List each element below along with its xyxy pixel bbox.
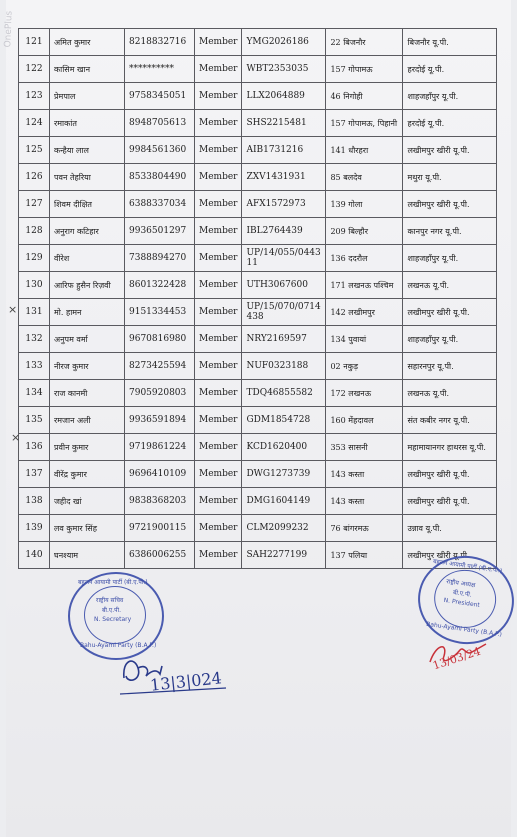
secretary-stamp: बहुजन आयामी पार्टी (बी.ए.पी.) राष्ट्रीय सचिव बी.ए.पी. N. Secretary Bahu-Ayami Party (B.A.P.) <box>68 572 164 660</box>
district-cell: उन्नाव यू.पी. <box>403 515 497 542</box>
member-name-cell: अनुराग कटिहार <box>50 218 125 245</box>
member-name-cell: कन्हैया लाल <box>50 137 125 164</box>
serial-number-cell: 131 <box>19 299 50 326</box>
table-row <box>19 380 497 407</box>
mobile-number-cell: 8533804490 <box>125 164 195 191</box>
mobile-number-cell: 9838368203 <box>125 488 195 515</box>
role-cell: Member <box>195 164 242 191</box>
member-name-cell: अमित कुमार <box>50 29 125 56</box>
voter-id-cell: AFX1572973 <box>242 191 326 218</box>
serial-number-cell: 138 <box>19 488 50 515</box>
district-cell: लखनऊ यू.पी. <box>403 380 497 407</box>
constituency-cell: 137 पलिया <box>326 542 403 569</box>
table-row <box>19 488 497 515</box>
district-cell: मथुरा यू.पी. <box>403 164 497 191</box>
role-cell: Member <box>195 191 242 218</box>
voter-id-cell: AIB1731216 <box>242 137 326 164</box>
role-cell: Member <box>195 218 242 245</box>
member-name-cell: रमाकांत <box>50 110 125 137</box>
role-cell: Member <box>195 380 242 407</box>
margin-tick-mark: × <box>8 303 18 316</box>
constituency-cell: 143 कस्ता <box>326 461 403 488</box>
serial-number-cell: 140 <box>19 542 50 569</box>
mobile-number-cell: 9719861224 <box>125 434 195 461</box>
serial-number-cell: 137 <box>19 461 50 488</box>
table-row <box>19 353 497 380</box>
serial-number-cell: 122 <box>19 56 50 83</box>
district-cell: कानपुर नगर यू.पी. <box>403 218 497 245</box>
role-cell: Member <box>195 542 242 569</box>
member-name-cell: लव कुमार सिंह <box>50 515 125 542</box>
district-cell: लखीमपुर खीरी यू.पी. <box>403 488 497 515</box>
district-cell: लखीमपुर खीरी यू.पी. <box>403 461 497 488</box>
district-cell: सहारनपुर यू.पी. <box>403 353 497 380</box>
serial-number-cell: 132 <box>19 326 50 353</box>
serial-number-cell: 126 <box>19 164 50 191</box>
role-cell: Member <box>195 434 242 461</box>
voter-id-cell: KCD1620400 <box>242 434 326 461</box>
member-name-cell: आरिफ हुसैन रिज़वी <box>50 272 125 299</box>
voter-id-cell: YMG2026186 <box>242 29 326 56</box>
member-name-cell: वीरेश <box>50 245 125 272</box>
member-name-cell: नीरज कुमार <box>50 353 125 380</box>
district-cell: बिजनौर यू.पी. <box>403 29 497 56</box>
table-row <box>19 434 497 461</box>
voter-id-cell: TDQ46855582 <box>242 380 326 407</box>
role-cell: Member <box>195 56 242 83</box>
serial-number-cell: 130 <box>19 272 50 299</box>
role-cell: Member <box>195 29 242 56</box>
constituency-cell: 139 गोला <box>326 191 403 218</box>
secretary-signature-date: 13|3|024 <box>149 668 223 695</box>
constituency-cell: 134 पुवायां <box>326 326 403 353</box>
constituency-cell: 143 कस्ता <box>326 488 403 515</box>
district-cell: शाहजहाँपुर यू.पी. <box>403 245 497 272</box>
role-cell: Member <box>195 461 242 488</box>
serial-number-cell: 124 <box>19 110 50 137</box>
constituency-cell: 85 बलदेव <box>326 164 403 191</box>
serial-number-cell: 129 <box>19 245 50 272</box>
constituency-cell: 76 बांगरमऊ <box>326 515 403 542</box>
mobile-number-cell: 8273425594 <box>125 353 195 380</box>
president-stamp: बहुजन आयामी पार्टी (बी.ए.पी.) राष्ट्रीय अध्यक्ष बी.ए.पी. N. President Bahu-Ayami Party (B.A.P.) <box>412 550 517 651</box>
mobile-number-cell: 9670816980 <box>125 326 195 353</box>
member-name-cell: वीरेंद्र कुमार <box>50 461 125 488</box>
constituency-cell: 141 धौरहरा <box>326 137 403 164</box>
voter-id-cell: WBT2353035 <box>242 56 326 83</box>
mobile-number-cell: 7388894270 <box>125 245 195 272</box>
serial-number-cell: 135 <box>19 407 50 434</box>
table-row <box>19 515 497 542</box>
role-cell: Member <box>195 83 242 110</box>
president-signature-date: 13/03/24 <box>431 644 483 673</box>
district-cell: लखीमपुर खीरी यू.पी. <box>403 137 497 164</box>
serial-number-cell: 139 <box>19 515 50 542</box>
table-row <box>19 218 497 245</box>
table-row <box>19 272 497 299</box>
role-cell: Member <box>195 515 242 542</box>
constituency-cell: 157 गोपामऊ <box>326 56 403 83</box>
margin-tick-mark: × <box>11 431 21 444</box>
member-name-cell: घनश्याम <box>50 542 125 569</box>
serial-number-cell: 121 <box>19 29 50 56</box>
voter-id-cell: NUF0323188 <box>242 353 326 380</box>
voter-id-cell: SAH2277199 <box>242 542 326 569</box>
district-cell: हरदोई यू.पी. <box>403 56 497 83</box>
role-cell: Member <box>195 137 242 164</box>
table-row <box>19 83 497 110</box>
serial-number-cell: 123 <box>19 83 50 110</box>
camera-watermark: OnePlus <box>3 10 15 48</box>
constituency-cell: 46 निगोही <box>326 83 403 110</box>
voter-id-cell: UP/14/055/0443 11 <box>242 245 326 272</box>
role-cell: Member <box>195 488 242 515</box>
voter-id-cell: NRY2169597 <box>242 326 326 353</box>
serial-number-cell: 136 <box>19 434 50 461</box>
mobile-number-cell: 9936501297 <box>125 218 195 245</box>
district-cell: लखीमपुर खीरी यू.पी. <box>403 299 497 326</box>
constituency-cell: 02 नकुड़ <box>326 353 403 380</box>
voter-id-cell: CLM2099232 <box>242 515 326 542</box>
table-row <box>19 191 497 218</box>
role-cell: Member <box>195 245 242 272</box>
member-name-cell: अनुपम वर्मा <box>50 326 125 353</box>
constituency-cell: 171 लखनऊ पश्चिम <box>326 272 403 299</box>
mobile-number-cell: 7905920803 <box>125 380 195 407</box>
constituency-cell: 160 मेंहदावल <box>326 407 403 434</box>
district-cell: महामायानगर हाथरस यू.पी. <box>403 434 497 461</box>
table-row <box>19 110 497 137</box>
mobile-number-cell: 8218832716 <box>125 29 195 56</box>
member-name-cell: प्रेमपाल <box>50 83 125 110</box>
role-cell: Member <box>195 353 242 380</box>
constituency-cell: 172 लखनऊ <box>326 380 403 407</box>
table-row <box>19 299 497 326</box>
table-row <box>19 164 497 191</box>
member-name-cell: शिवम दीक्षित <box>50 191 125 218</box>
member-name-cell: राज कानमी <box>50 380 125 407</box>
voter-id-cell: DWG1273739 <box>242 461 326 488</box>
member-name-cell: कासिम खान <box>50 56 125 83</box>
member-name-cell: रमजान अली <box>50 407 125 434</box>
role-cell: Member <box>195 110 242 137</box>
district-cell: लखीमपुर खीरी यू.पी. <box>403 542 497 569</box>
table-row <box>19 407 497 434</box>
mobile-number-cell: 9984561360 <box>125 137 195 164</box>
mobile-number-cell: 8601322428 <box>125 272 195 299</box>
table-row <box>19 29 497 56</box>
voter-id-cell: DMG1604149 <box>242 488 326 515</box>
mobile-number-cell: ********** <box>125 56 195 83</box>
role-cell: Member <box>195 326 242 353</box>
member-name-cell: जहीद खां <box>50 488 125 515</box>
district-cell: संत कबीर नगर यू.पी. <box>403 407 497 434</box>
table-row <box>19 326 497 353</box>
mobile-number-cell: 9151334453 <box>125 299 195 326</box>
voter-id-cell: IBL2764439 <box>242 218 326 245</box>
role-cell: Member <box>195 272 242 299</box>
constituency-cell: 22 बिजनौर <box>326 29 403 56</box>
district-cell: शाहजहाँपुर यू.पी. <box>403 326 497 353</box>
voter-id-cell: ZXV1431931 <box>242 164 326 191</box>
mobile-number-cell: 9696410109 <box>125 461 195 488</box>
mobile-number-cell: 6386006255 <box>125 542 195 569</box>
mobile-number-cell: 9758345051 <box>125 83 195 110</box>
district-cell: लखनऊ यू.पी. <box>403 272 497 299</box>
serial-number-cell: 134 <box>19 380 50 407</box>
table-row <box>19 56 497 83</box>
mobile-number-cell: 6388337034 <box>125 191 195 218</box>
voter-id-cell: UP/15/070/0714 438 <box>242 299 326 326</box>
constituency-cell: 209 बिल्हौर <box>326 218 403 245</box>
table-row <box>19 461 497 488</box>
voter-id-cell: GDM1854728 <box>242 407 326 434</box>
member-name-cell: पवन तेहरिया <box>50 164 125 191</box>
voter-id-cell: SHS2215481 <box>242 110 326 137</box>
member-name-cell: प्रवीन कुमार <box>50 434 125 461</box>
member-name-cell: मो. हामन <box>50 299 125 326</box>
mobile-number-cell: 8948705613 <box>125 110 195 137</box>
table-row <box>19 542 497 569</box>
constituency-cell: 142 लखीमपुर <box>326 299 403 326</box>
table-row <box>19 137 497 164</box>
table-row <box>19 245 497 272</box>
role-cell: Member <box>195 299 242 326</box>
district-cell: लखीमपुर खीरी यू.पी. <box>403 191 497 218</box>
constituency-cell: 353 सासनी <box>326 434 403 461</box>
mobile-number-cell: 9721900115 <box>125 515 195 542</box>
serial-number-cell: 125 <box>19 137 50 164</box>
voter-id-cell: UTH3067600 <box>242 272 326 299</box>
serial-number-cell: 133 <box>19 353 50 380</box>
role-cell: Member <box>195 407 242 434</box>
mobile-number-cell: 9936591894 <box>125 407 195 434</box>
constituency-cell: 136 ददरौल <box>326 245 403 272</box>
member-table <box>18 28 497 569</box>
serial-number-cell: 127 <box>19 191 50 218</box>
district-cell: शाहजहाँपुर यू.पी. <box>403 83 497 110</box>
district-cell: हरदोई यू.पी. <box>403 110 497 137</box>
serial-number-cell: 128 <box>19 218 50 245</box>
constituency-cell: 157 गोपामऊ, पिहानी <box>326 110 403 137</box>
voter-id-cell: LLX2064889 <box>242 83 326 110</box>
